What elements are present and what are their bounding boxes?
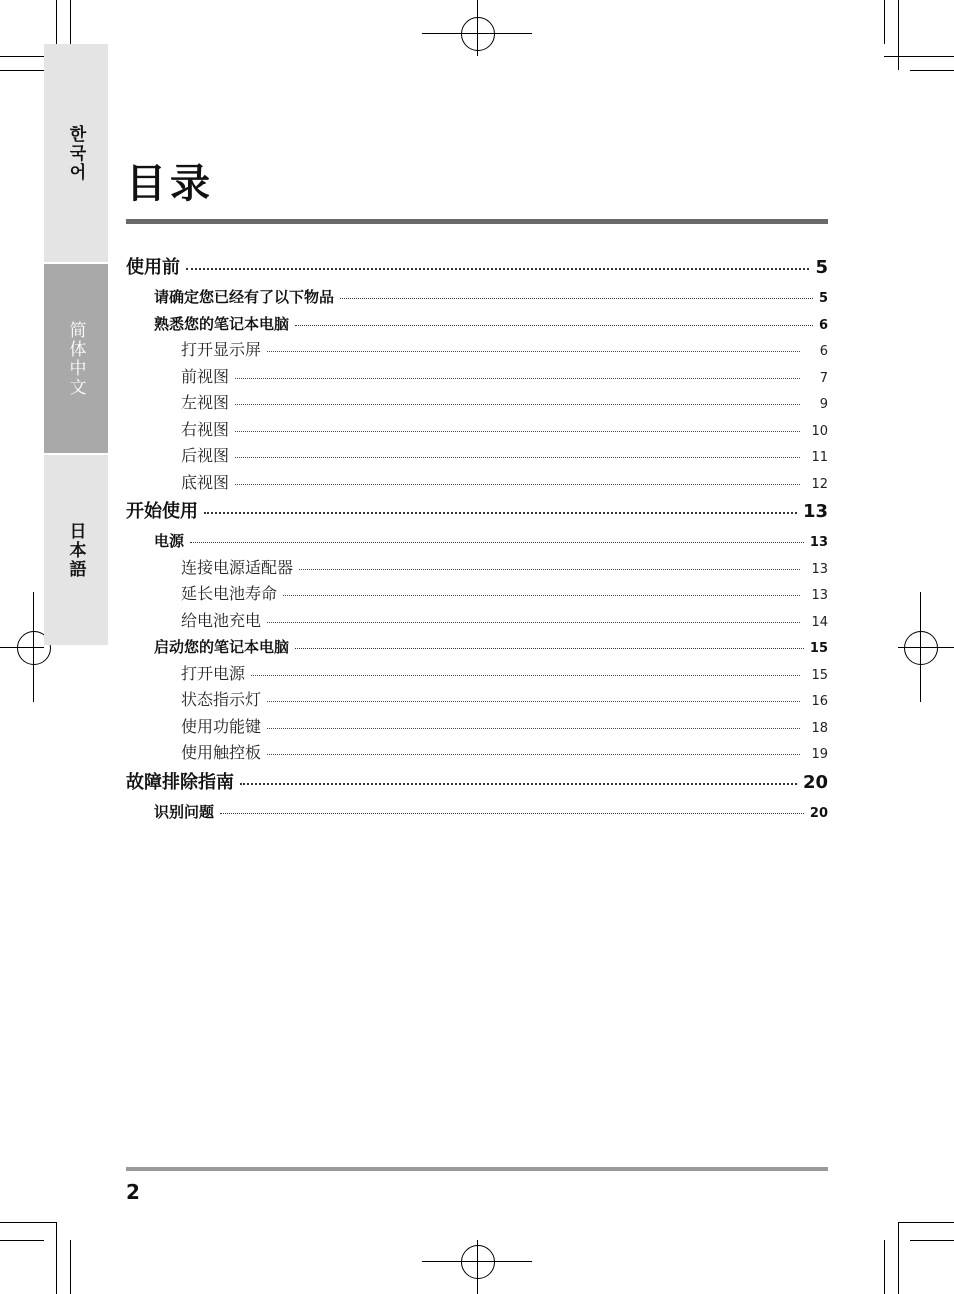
- toc-entry-label: 给电池充电: [181, 610, 262, 630]
- title-divider: [126, 219, 828, 224]
- crop-mark: [70, 0, 71, 44]
- crop-mark: [0, 1240, 44, 1241]
- toc-entry-label: 底视图: [181, 472, 230, 492]
- toc-entry[interactable]: [126, 555, 828, 582]
- toc-entry[interactable]: [126, 608, 828, 635]
- registration-circle: [461, 1245, 495, 1279]
- crop-mark: [56, 1222, 57, 1294]
- language-tab-label: 한국어: [65, 124, 86, 182]
- crop-mark: [884, 1240, 885, 1294]
- toc-entry-page: 16: [811, 694, 828, 709]
- dot-leader: [267, 754, 800, 755]
- dot-leader: [220, 813, 804, 814]
- toc-entry-page: 18: [811, 720, 828, 736]
- footer-divider: [126, 1167, 828, 1171]
- dot-leader: [283, 595, 800, 596]
- language-tab-label: 日本語: [65, 521, 86, 579]
- dot-leader: [267, 351, 800, 352]
- toc-entry[interactable]: [126, 767, 828, 799]
- toc-entry-page: 13: [811, 561, 828, 577]
- toc-entry[interactable]: [126, 740, 828, 767]
- crop-mark: [70, 1240, 71, 1294]
- toc-entry-label: 右视图: [181, 419, 230, 439]
- language-tab-label: 简体中文: [65, 320, 86, 397]
- toc-entry-page: 13: [809, 535, 828, 550]
- toc-entry-page: 10: [811, 423, 828, 439]
- toc-entry-page: 5: [818, 291, 828, 306]
- toc-entry-page: 9: [819, 397, 828, 412]
- language-tab-japanese[interactable]: [44, 455, 108, 645]
- dot-leader: [235, 378, 800, 379]
- toc-entry[interactable]: [126, 687, 828, 714]
- toc-entry-page: 5: [815, 257, 828, 278]
- dot-leader: [340, 298, 813, 299]
- toc-entry-label: 使用功能键: [181, 716, 262, 736]
- toc-entry[interactable]: [126, 634, 828, 661]
- toc-entry-page: 20: [802, 771, 828, 793]
- crop-mark: [0, 1222, 56, 1223]
- toc-entry-label: 故障排除指南: [126, 771, 234, 793]
- toc-entry-label: 电源: [154, 532, 185, 550]
- toc-entry[interactable]: [126, 390, 828, 417]
- crop-mark: [884, 0, 885, 44]
- language-tab-korean[interactable]: [44, 44, 108, 262]
- toc-entry-page: 6: [819, 344, 828, 359]
- toc-entry-label: 启动您的笔记本电脑: [154, 638, 290, 656]
- toc-entry[interactable]: [126, 443, 828, 470]
- crop-mark: [898, 1222, 954, 1223]
- toc-entry[interactable]: [126, 581, 828, 608]
- toc-entry[interactable]: [126, 364, 828, 391]
- dot-leader: [251, 675, 800, 676]
- crop-mark: [898, 0, 899, 70]
- crop-mark: [910, 1240, 954, 1241]
- toc-entry-label: 打开电源: [181, 663, 246, 683]
- toc-entry-label: 左视图: [181, 393, 230, 412]
- toc-entry-page: 12: [811, 476, 828, 492]
- toc-entry[interactable]: [126, 714, 828, 741]
- dot-leader: [186, 268, 809, 270]
- toc-entry-label: 后视图: [181, 446, 230, 465]
- toc-entry[interactable]: [126, 661, 828, 688]
- dot-leader: [299, 569, 800, 570]
- dot-leader: [267, 728, 800, 729]
- page-number: 2: [126, 1180, 140, 1204]
- dot-leader: [235, 484, 800, 485]
- toc-entry-page: 13: [802, 501, 828, 522]
- toc-entry[interactable]: [126, 311, 828, 338]
- toc-entry-page: 15: [811, 667, 828, 683]
- toc-entry-label: 使用触控板: [181, 743, 262, 762]
- table-of-contents: [126, 252, 828, 825]
- dot-leader: [267, 622, 800, 623]
- dot-leader: [295, 648, 804, 649]
- page-title: 目录: [126, 161, 214, 207]
- toc-entry-page: 15: [809, 641, 828, 656]
- toc-entry[interactable]: [126, 417, 828, 444]
- toc-entry-label: 识别问题: [154, 802, 215, 821]
- dot-leader: [235, 404, 800, 405]
- toc-entry-page: 19: [811, 747, 828, 762]
- dot-leader: [190, 542, 804, 543]
- toc-entry-page: 11: [811, 450, 828, 465]
- toc-entry-label: 前视图: [181, 366, 230, 386]
- toc-entry-label: 延长电池寿命: [181, 584, 278, 603]
- crop-mark: [910, 70, 954, 71]
- toc-entry-page: 13: [811, 588, 828, 603]
- dot-leader: [204, 512, 797, 514]
- dot-leader: [267, 701, 800, 702]
- crop-mark: [898, 1222, 899, 1294]
- crop-mark: [0, 70, 44, 71]
- toc-entry-label: 开始使用: [126, 501, 198, 522]
- toc-entry[interactable]: [126, 496, 828, 528]
- toc-entry[interactable]: [126, 528, 828, 555]
- dot-leader: [240, 783, 797, 785]
- language-tab-chinese[interactable]: [44, 264, 108, 453]
- toc-entry-page: 14: [811, 614, 828, 630]
- toc-entry-label: 请确定您已经有了以下物品: [154, 288, 335, 306]
- toc-entry-page: 6: [818, 317, 828, 333]
- toc-entry-label: 状态指示灯: [181, 690, 262, 709]
- toc-entry[interactable]: [126, 252, 828, 284]
- toc-entry[interactable]: [126, 284, 828, 311]
- dot-leader: [235, 431, 800, 432]
- toc-entry-page: 7: [819, 370, 828, 386]
- toc-entry-label: 打开显示屏: [181, 340, 262, 359]
- dot-leader: [235, 457, 800, 458]
- registration-circle: [904, 631, 938, 665]
- registration-circle: [461, 17, 495, 51]
- toc-entry[interactable]: [126, 337, 828, 364]
- dot-leader: [295, 325, 813, 326]
- crop-mark: [884, 56, 954, 57]
- toc-entry-label: 使用前: [126, 257, 180, 278]
- toc-entry[interactable]: [126, 470, 828, 497]
- toc-entry[interactable]: [126, 799, 828, 826]
- toc-entry-label: 连接电源适配器: [181, 557, 294, 577]
- toc-entry-page: 20: [809, 805, 828, 821]
- toc-entry-label: 熟悉您的笔记本电脑: [154, 314, 290, 333]
